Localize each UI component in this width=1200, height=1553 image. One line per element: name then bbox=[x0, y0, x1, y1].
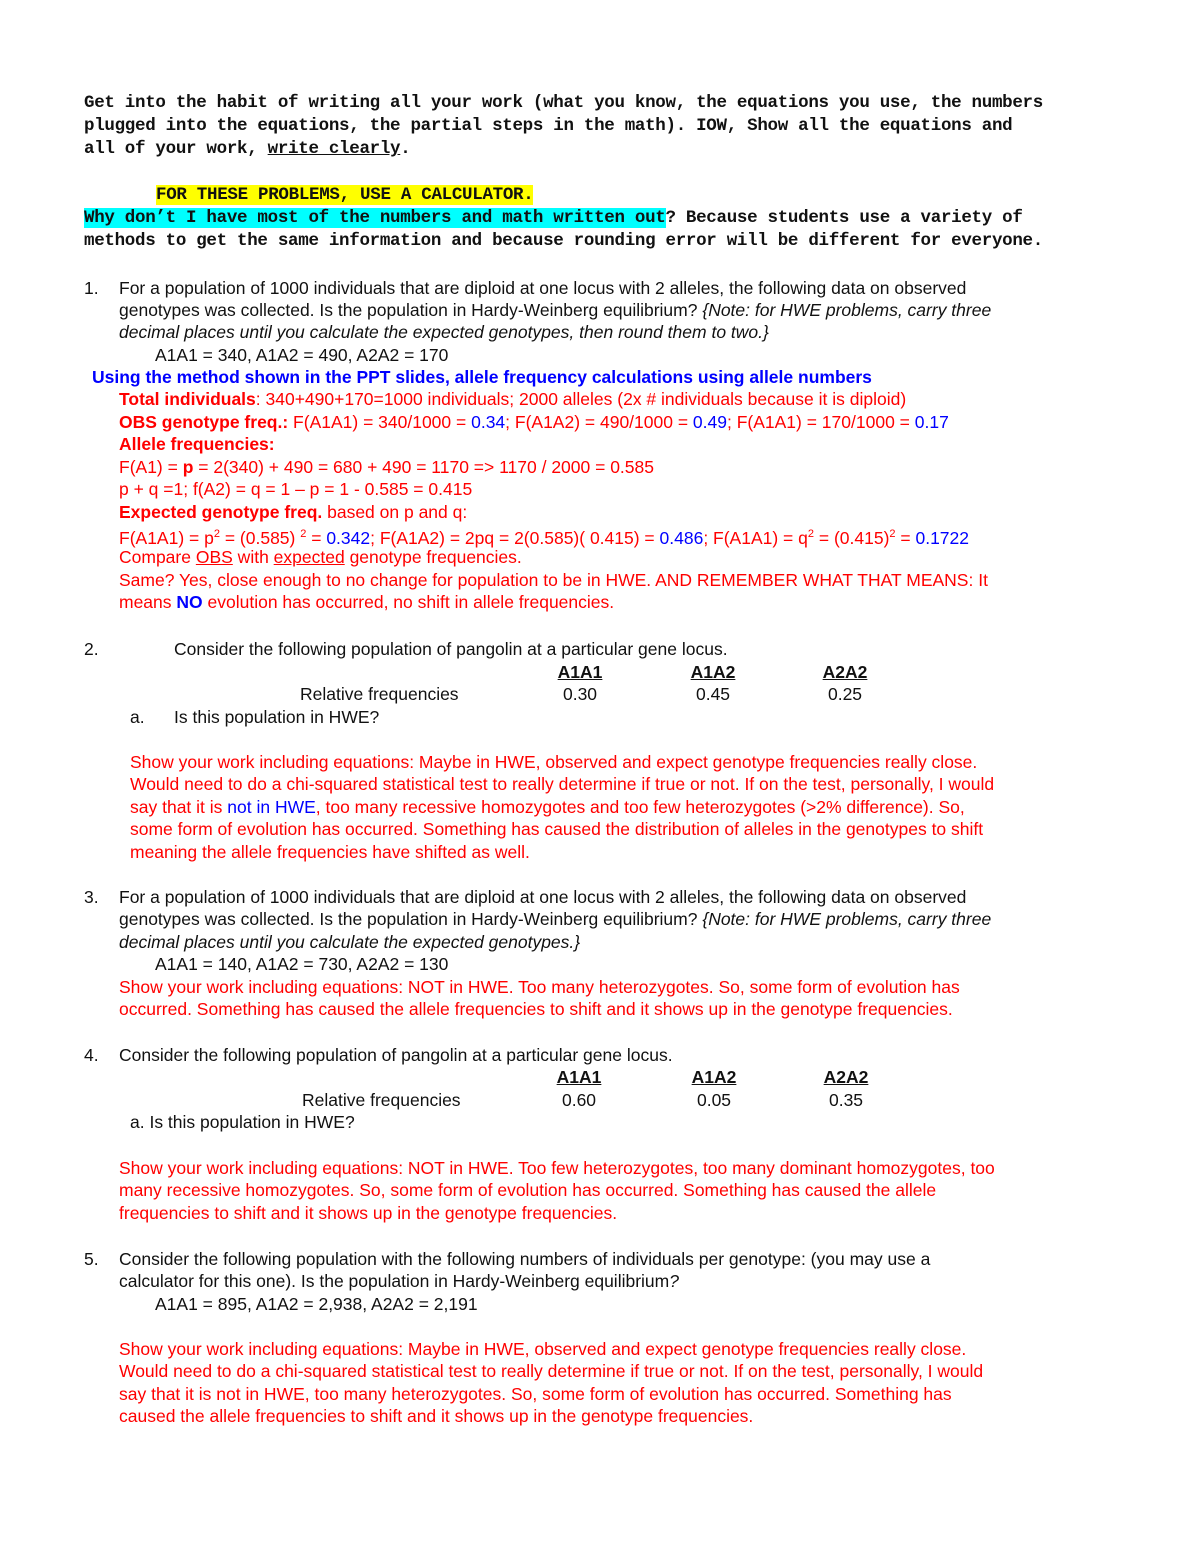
q1-means: means NO evolution has occurred, no shift in allele frequencies. bbox=[119, 592, 615, 612]
calculator-note: FOR THESE PROBLEMS, USE A CALCULATOR. bbox=[156, 185, 534, 205]
q3-line-3: decimal places until you calculate the expected genotypes.} bbox=[119, 932, 581, 952]
q1-total: Total individuals: 340+490+170=1000 individuals; 2000 alleles (2x # individuals because it is diploid) bbox=[119, 389, 907, 409]
q4-prompt: Consider the following population of pangolin at a particular gene locus. bbox=[119, 1045, 673, 1065]
q1-compare: Compare OBS with expected genotype frequencies. bbox=[119, 547, 522, 567]
q1-fa1: F(A1) = p = 2(340) + 490 = 680 + 490 = 1170 => 1170 / 2000 = 0.585 bbox=[119, 457, 654, 477]
q1-allele-label: Allele frequencies: bbox=[119, 434, 275, 454]
q5-answer-2: Would need to do a chi-squared statistical test to really determine if true or not. If on the test, personally, I would bbox=[119, 1361, 984, 1381]
q2-answer-4: some form of evolution has occurred. Something has caused the distribution of alleles in the genotypes to shift bbox=[130, 819, 984, 839]
q2-header-a1a2: A1A2 bbox=[690, 662, 736, 682]
q2-part-a-text: Is this population in HWE? bbox=[174, 707, 380, 727]
q1-method: Using the method shown in the PPT slides, allele frequency calculations using allele numbers bbox=[92, 367, 872, 387]
q5-line-1: Consider the following population with the following numbers of individuals per genotype: (you may use a bbox=[119, 1249, 931, 1269]
q4-header-a1a1: A1A1 bbox=[556, 1067, 602, 1087]
write-clearly-text: write clearly bbox=[267, 139, 401, 159]
q2-answer-5: meaning the allele frequencies have shifted as well. bbox=[130, 842, 530, 862]
q4-header-a2a2: A2A2 bbox=[823, 1067, 869, 1087]
q4-part-a: a. Is this population in HWE? bbox=[130, 1112, 355, 1132]
q2-value-a1a1: 0.30 bbox=[562, 684, 598, 704]
q1-line-1: For a population of 1000 individuals that are diploid at one locus with 2 alleles, the following data on observed bbox=[119, 278, 967, 298]
q5-data: A1A1 = 895, A1A2 = 2,938, A2A2 = 2,191 bbox=[155, 1294, 478, 1314]
q2-header-a2a2: A2A2 bbox=[822, 662, 868, 682]
q2-answer-1: Show your work including equations: Maybe in HWE, observed and expect genotype frequencies really close. bbox=[130, 752, 978, 772]
q3-line-1: For a population of 1000 individuals that are diploid at one locus with 2 alleles, the following data on observed bbox=[119, 887, 967, 907]
q5-answer-4: caused the allele frequencies to shift and it shows up in the genotype frequencies. bbox=[119, 1406, 754, 1426]
q5-answer-3: say that it is not in HWE, too many heterozygotes. So, some form of evolution has occurred. Something has bbox=[119, 1384, 952, 1404]
q1-number: 1. bbox=[84, 278, 99, 298]
q4-number: 4. bbox=[84, 1045, 99, 1065]
q3-line-2: genotypes was collected. Is the population in Hardy-Weinberg equilibrium? {Note: for HWE problems, carry three bbox=[119, 909, 992, 929]
intro-line-1: Get into the habit of writing all your work (what you know, the equations you use, the numbers bbox=[84, 93, 1043, 113]
intro-line-3: all of your work, write clearly. bbox=[84, 139, 411, 159]
q5-line-2: calculator for this one). Is the population in Hardy-Weinberg equilibrium? bbox=[119, 1271, 679, 1291]
q1-line-3: decimal places until you calculate the expected genotypes, then round them to two.} bbox=[119, 322, 769, 342]
intro-line-2: plugged into the equations, the partial steps in the math). IOW, Show all the equations and bbox=[84, 116, 1013, 136]
why-highlight: Why don’t I have most of the numbers and math written out bbox=[84, 208, 666, 228]
q1-pq: p + q =1; f(A2) = q = 1 – p = 1 - 0.585 = 0.415 bbox=[119, 479, 473, 499]
why-line-2: methods to get the same information and because rounding error will be different for everyone. bbox=[84, 231, 1043, 251]
q2-value-a2a2: 0.25 bbox=[827, 684, 863, 704]
q4-header-a1a2: A1A2 bbox=[691, 1067, 737, 1087]
q2-row-label: Relative frequencies bbox=[300, 684, 459, 704]
q2-prompt: Consider the following population of pangolin at a particular gene locus. bbox=[174, 639, 728, 659]
q4-row-label: Relative frequencies bbox=[302, 1090, 461, 1110]
q4-answer-1: Show your work including equations: NOT in HWE. Too few heterozygotes, too many dominant homozygotes, too bbox=[119, 1158, 995, 1178]
q5-answer-1: Show your work including equations: Maybe in HWE, observed and expect genotype frequencies really close. bbox=[119, 1339, 967, 1359]
q2-answer-2: Would need to do a chi-squared statistical test to really determine if true or not. If on the test, personally, I would bbox=[130, 774, 995, 794]
q5-number: 5. bbox=[84, 1249, 99, 1269]
q2-value-a1a2: 0.45 bbox=[695, 684, 731, 704]
q3-answer-2: occurred. Something has caused the allele frequencies to shift and it shows up in the genotype frequencies. bbox=[119, 999, 953, 1019]
q1-line-2: genotypes was collected. Is the population in Hardy-Weinberg equilibrium? {Note: for HWE problems, carry three bbox=[119, 300, 992, 320]
q4-answer-2: many recessive homozygotes. So, some form of evolution has occurred. Something has caused the allele bbox=[119, 1180, 937, 1200]
q2-header-a1a1: A1A1 bbox=[557, 662, 603, 682]
q1-data: A1A1 = 340, A1A2 = 490, A2A2 = 170 bbox=[155, 345, 449, 365]
q2-part-a-label: a. bbox=[130, 707, 145, 727]
q2-number: 2. bbox=[84, 639, 99, 659]
q1-obs: OBS genotype freq.: F(A1A1) = 340/1000 = 0.34; F(A1A2) = 490/1000 = 0.49; F(A1A1) = 170/1000 = 0.17 bbox=[119, 412, 949, 432]
q1-expected-label: Expected genotype freq. based on p and q: bbox=[119, 502, 468, 522]
q1-same: Same? Yes, close enough to no change for population to be in HWE. AND REMEMBER WHAT THAT MEANS: It bbox=[119, 570, 988, 590]
q4-value-a2a2: 0.35 bbox=[828, 1090, 864, 1110]
q4-answer-3: frequencies to shift and it shows up in the genotype frequencies. bbox=[119, 1203, 618, 1223]
q4-value-a1a2: 0.05 bbox=[696, 1090, 732, 1110]
q4-value-a1a1: 0.60 bbox=[561, 1090, 597, 1110]
why-line-1: Why don’t I have most of the numbers and math written out? Because students use a variety of bbox=[84, 208, 1023, 228]
q2-answer-3: say that it is not in HWE, too many recessive homozygotes and too few heterozygotes (>2% difference). So, bbox=[130, 797, 965, 817]
q3-number: 3. bbox=[84, 887, 99, 907]
q1-expected: $F(A1A1) = p^2 = (0.585) ^2 = 0.342$; F(A1A2) = 2pq = 2(0.585)( 0.415) = 0.486; $F(A1A1) = q^2 = (0.415)^2 = 0.1722$ bbox=[119, 527, 970, 548]
q3-answer-1: Show your work including equations: NOT in HWE. Too many heterozygotes. So, some form of evolution has bbox=[119, 977, 960, 997]
q3-data: A1A1 = 140, A1A2 = 730, A2A2 = 130 bbox=[155, 954, 449, 974]
